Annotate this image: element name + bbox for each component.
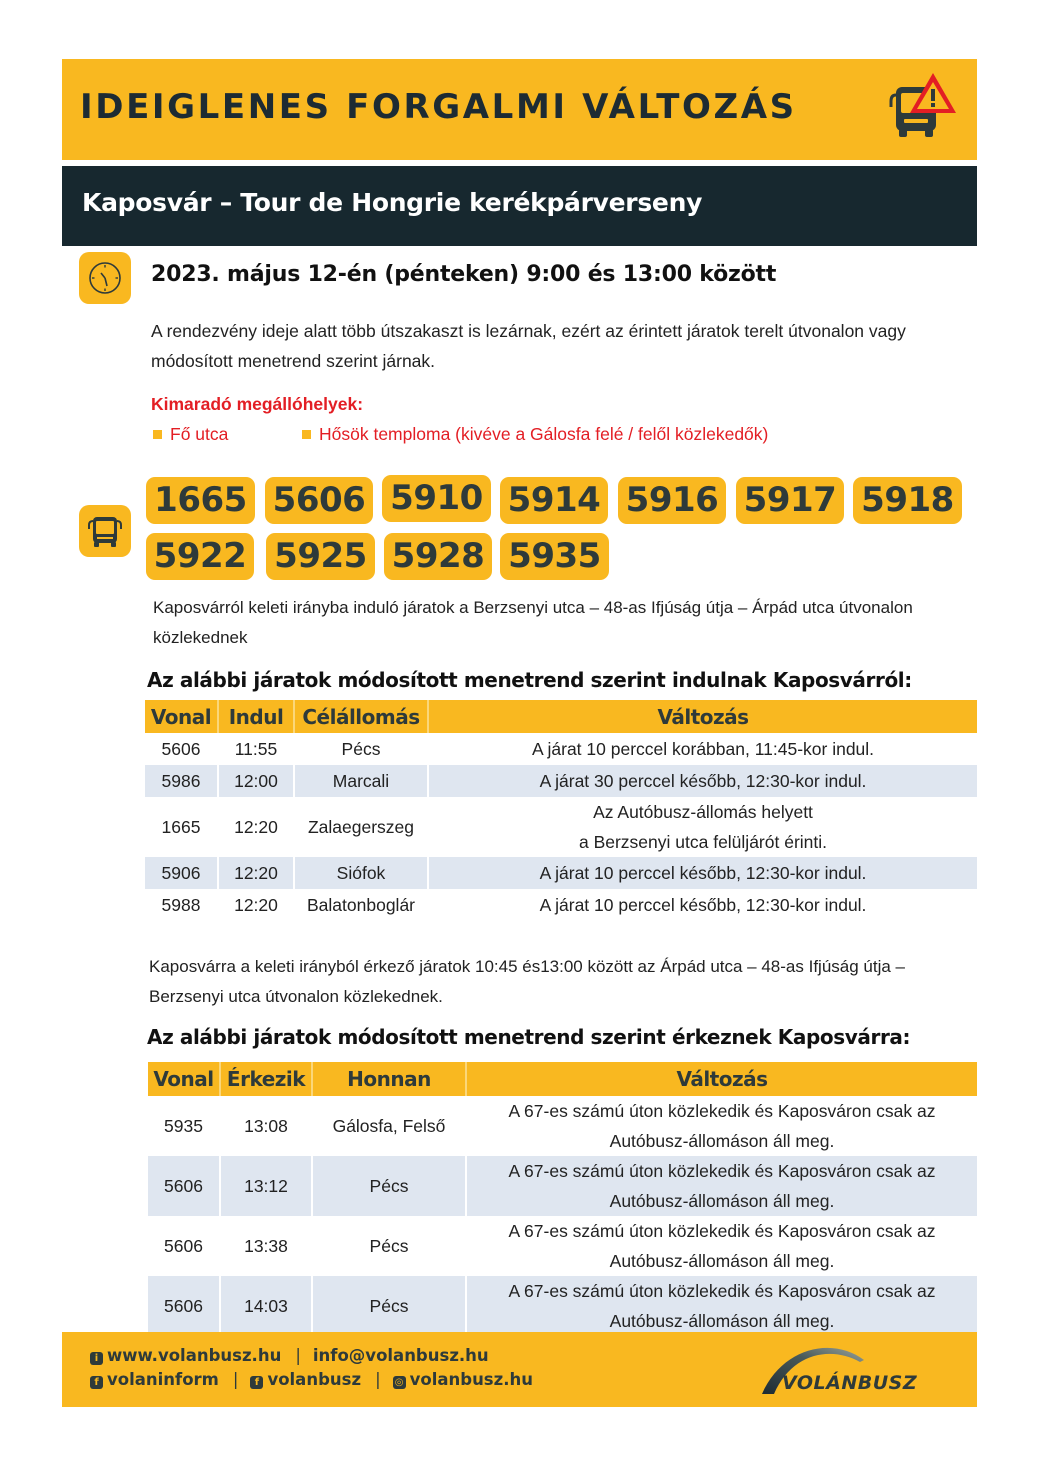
departures-table [145, 700, 977, 921]
facebook-icon: f [250, 1376, 263, 1389]
place-cell: Zalaegerszeg [294, 797, 428, 857]
time-cell: 12:20 [218, 889, 294, 921]
website-link[interactable]: www.volanbusz.hu [107, 1346, 282, 1365]
table-row [148, 1276, 977, 1336]
change-cell: A 67-es számú úton közlekedik és Kaposváron csak az Autóbusz-állomáson áll meg. [508, 1101, 936, 1151]
line-cell: 1665 [145, 797, 218, 857]
logo-text: VOLÁNBUSZ [782, 1372, 918, 1394]
bus-warning-icon [888, 69, 958, 141]
time-cell: 11:55 [218, 733, 294, 765]
change-cell: A járat 10 perccel korábban, 11:45-kor indul. [531, 738, 875, 759]
column-header: Változás [428, 700, 977, 733]
time-cell: 13:08 [220, 1096, 312, 1156]
instagram-icon: ◎ [393, 1376, 406, 1389]
time-cell: 12:20 [218, 797, 294, 857]
line-cell: 5906 [145, 857, 218, 889]
route-badge: 1665 [146, 477, 255, 524]
skipped-stop: Fő utca [153, 424, 228, 445]
email-link[interactable]: info@volanbusz.hu [312, 1346, 489, 1365]
place-cell: Pécs [312, 1216, 466, 1276]
route-description: Kaposvárról keleti irányba induló járatok a Berzsenyi utca – 48-as Ifjúság útja – Árpád utca útvonalon közlekednek [153, 598, 913, 647]
facebook-link[interactable]: volaninform [107, 1370, 219, 1389]
time-cell: 13:12 [220, 1156, 312, 1216]
event-date: 2023. május 12-én (pénteken) 9:00 és 13:00 között [151, 262, 777, 287]
table-row [148, 1156, 977, 1216]
line-cell: 5988 [145, 889, 218, 921]
time-cell: 14:03 [220, 1276, 312, 1336]
page-subtitle: Kaposvár – Tour de Hongrie kerékpárverseny [82, 188, 703, 217]
time-cell: 13:38 [220, 1216, 312, 1276]
arrivals-title: Az alábbi járatok módosított menetrend szerint érkeznek Kaposvárra: [147, 1025, 911, 1049]
change-cell: A járat 30 perccel később, 12:30-kor indul. [428, 765, 977, 797]
table-row [145, 733, 977, 765]
event-description: A rendezvény ideje alatt több útszakaszt is lezárnak, ezért az érintett járatok terelt útvonalon vagy módosított menetrend szerint járnak. [151, 321, 906, 371]
place-cell: Balatonboglár [294, 889, 428, 921]
column-header: Honnan [312, 1062, 466, 1096]
separator: | [375, 1370, 381, 1389]
route-badge: 5928 [384, 533, 492, 580]
facebook-icon: f [90, 1376, 103, 1389]
route-badge: 5910 [382, 475, 491, 522]
route-badge: 5914 [500, 477, 608, 524]
place-cell: Marcali [294, 765, 428, 797]
place-cell: Gálosfa, Felső [312, 1096, 466, 1156]
clock-icon [79, 252, 131, 304]
route-badge: 5917 [736, 477, 844, 524]
separator: | [232, 1370, 239, 1389]
arrivals-intro: Kaposvárra a keleti irányból érkező járatok 10:45 és13:00 között az Árpád utca – 48-as Ifjúság útja – Berzsenyi utca útvonalon közlekednek. [149, 957, 906, 1006]
change-cell: A 67-es számú úton közlekedik és Kaposváron csak az Autóbusz-állomáson áll meg. [466, 1276, 977, 1336]
column-header: Indul [218, 700, 294, 733]
footer-social-line [90, 1370, 533, 1389]
route-badge: 5935 [500, 533, 609, 580]
table-row [145, 797, 977, 857]
line-cell: 5606 [148, 1276, 220, 1336]
table-row [145, 857, 977, 889]
column-header: Célállomás [294, 700, 428, 733]
column-header: Vonal [148, 1062, 220, 1096]
change-cell: A 67-es számú úton közlekedik és Kaposváron csak az Autóbusz-állomáson áll meg. [466, 1156, 977, 1216]
time-cell: 12:20 [218, 857, 294, 889]
bullet-square-icon [302, 430, 311, 439]
route-badge: 5925 [266, 533, 375, 580]
change-cell: A járat 10 perccel később, 12:30-kor indul. [539, 894, 867, 915]
header-banner [62, 59, 977, 160]
subtitle-banner [62, 166, 977, 246]
volanbusz-logo [752, 1338, 952, 1402]
route-badge: 5916 [618, 477, 726, 524]
column-header: Érkezik [220, 1062, 312, 1096]
column-header: Vonal [145, 700, 218, 733]
table-row [145, 765, 977, 797]
route-badge: 5606 [265, 477, 373, 524]
table-header-row [148, 1062, 977, 1096]
time-cell: 12:00 [218, 765, 294, 797]
change-cell: A 67-es számú úton közlekedik és Kaposváron csak az Autóbusz-állomáson áll meg. [508, 1221, 936, 1271]
place-cell: Siófok [294, 857, 428, 889]
facebook-link[interactable]: volanbusz [267, 1370, 362, 1389]
place-cell: Pécs [312, 1276, 466, 1336]
column-header: Változás [466, 1062, 977, 1096]
line-cell: 5606 [148, 1156, 220, 1216]
bullet-square-icon [153, 430, 162, 439]
line-cell: 5986 [145, 765, 218, 797]
arrivals-table [148, 1062, 977, 1336]
line-cell: 5935 [148, 1096, 220, 1156]
page-title: IDEIGLENES FORGALMI VÁLTOZÁS [80, 87, 797, 127]
table-row [148, 1216, 977, 1276]
table-header-row [145, 700, 977, 733]
separator: | [295, 1346, 301, 1365]
route-badge: 5918 [853, 477, 962, 524]
change-cell: A járat 10 perccel később, 12:30-kor indul. [428, 857, 977, 889]
footer [62, 1332, 977, 1407]
route-badge: 5922 [146, 533, 254, 580]
skipped-stops-heading: Kimaradó megállóhelyek: [151, 394, 364, 414]
instagram-link[interactable]: volanbusz.hu [409, 1370, 533, 1389]
table-row [148, 1096, 977, 1156]
line-cell: 5606 [148, 1216, 220, 1276]
table-row [145, 889, 977, 921]
info-icon: i [90, 1352, 103, 1365]
change-cell: Az Autóbusz-állomás helyett a Berzsenyi utca felüljárót érinti. [578, 802, 828, 852]
place-cell: Pécs [312, 1156, 466, 1216]
bus-icon [79, 505, 131, 557]
departures-title: Az alábbi járatok módosított menetrend szerint indulnak Kaposvárról: [147, 668, 912, 692]
line-cell: 5606 [145, 733, 218, 765]
place-cell: Pécs [294, 733, 428, 765]
skipped-stop: Hősök temploma (kivéve a Gálosfa felé / felől közlekedők) [302, 424, 768, 445]
footer-contact-line [90, 1346, 489, 1365]
